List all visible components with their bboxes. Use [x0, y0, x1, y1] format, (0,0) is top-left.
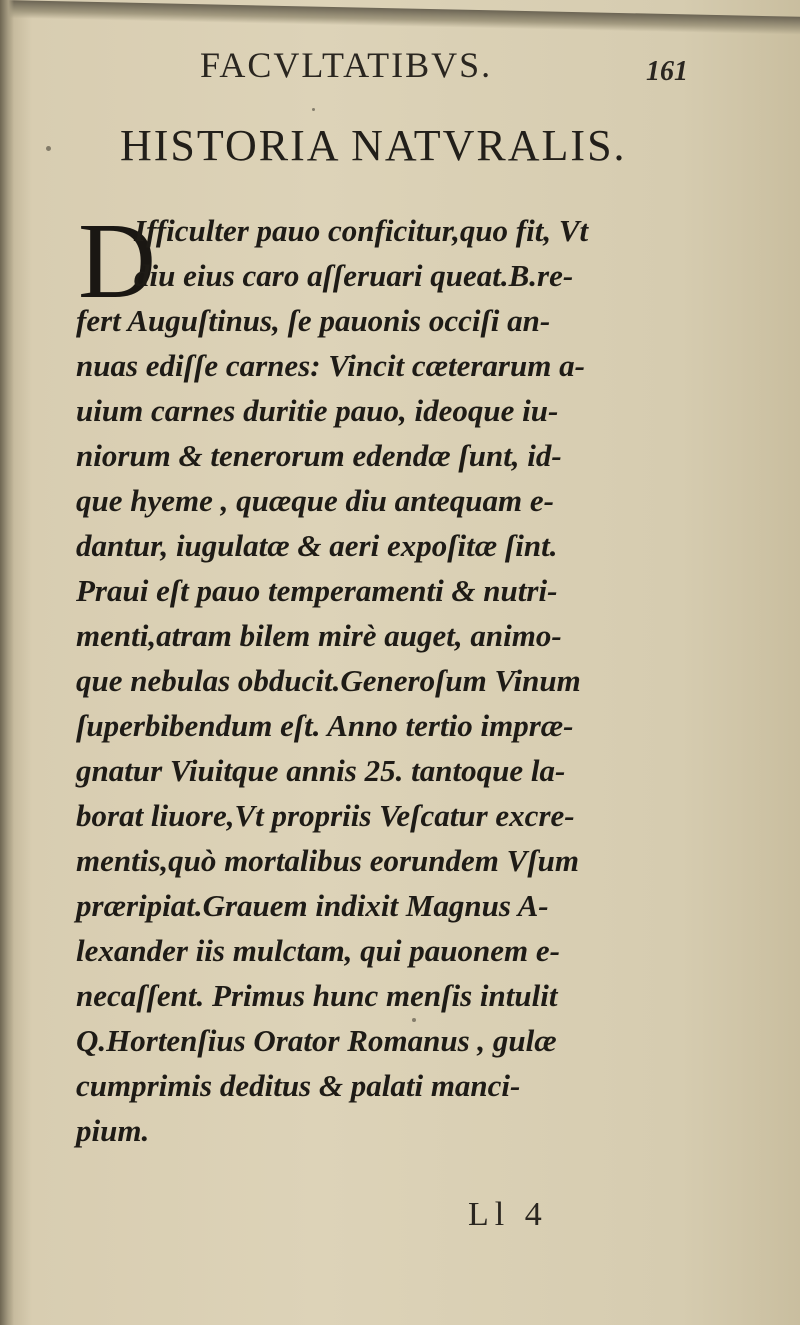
- text-line: que nebulas obducit.Generoſum Vinum: [76, 663, 581, 698]
- ink-speck: [412, 1018, 416, 1022]
- body-text: [76, 202, 716, 1153]
- text-line: borat liuore,Vt propriis Veſcatur excre-: [76, 798, 575, 833]
- text-line: niorum & tenerorum edendæ ſunt, id-: [76, 438, 562, 473]
- text-line: Praui eſt pauo temperamenti & nutri-: [76, 573, 558, 608]
- page-left-edge-shadow: [0, 0, 14, 1325]
- running-head: FACVLTATIBVS.: [200, 45, 493, 85]
- drop-cap: D: [78, 202, 156, 321]
- text-line: uium carnes duritie pauo, ideoque iu-: [76, 393, 559, 428]
- text-line: diu eius caro aſſeruari queat.B.re-: [134, 258, 574, 293]
- text-line: fert Auguſtinus, ſe pauonis occiſi an-: [76, 303, 551, 338]
- text-line: necaſſent. Primus hunc menſis intulit: [76, 978, 558, 1013]
- signature-mark: Ll 4: [468, 1196, 548, 1233]
- page-top-edge-shadow: [0, 0, 800, 35]
- page-number: 161: [646, 56, 688, 87]
- section-title: HISTORIA NATVRALIS.: [120, 121, 627, 170]
- text-line: gnatur Viuitque annis 25. tantoque la-: [76, 753, 566, 788]
- text-line: lexander iis mulctam, qui pauonem e-: [76, 933, 560, 968]
- text-line: cumprimis deditus & palati manci-: [76, 1068, 521, 1103]
- text-line: Ifficulter pauo conficitur,quo fit, Vt: [134, 213, 589, 248]
- text-line: præripiat.Grauem indixit Magnus A-: [76, 888, 549, 923]
- text-line: pium.: [76, 1113, 150, 1148]
- ink-speck: [312, 108, 315, 111]
- text-line: menti,atram bilem mirè auget, animo-: [76, 618, 562, 653]
- text-line: que hyeme , quæque diu antequam e-: [76, 483, 554, 518]
- text-line: mentis,quò mortalibus eorundem Vſum: [76, 843, 579, 878]
- text-line: ſuperbibendum eſt. Anno tertio impræ-: [76, 708, 574, 743]
- text-line: nuas ediſſe carnes: Vincit cæterarum a-: [76, 348, 585, 383]
- text-line: dantur, iugulatæ & aeri expoſitæ ſint.: [76, 528, 558, 563]
- text-line: Q.Hortenſius Orator Romanus , gulæ: [76, 1023, 557, 1058]
- ink-speck: [46, 146, 51, 151]
